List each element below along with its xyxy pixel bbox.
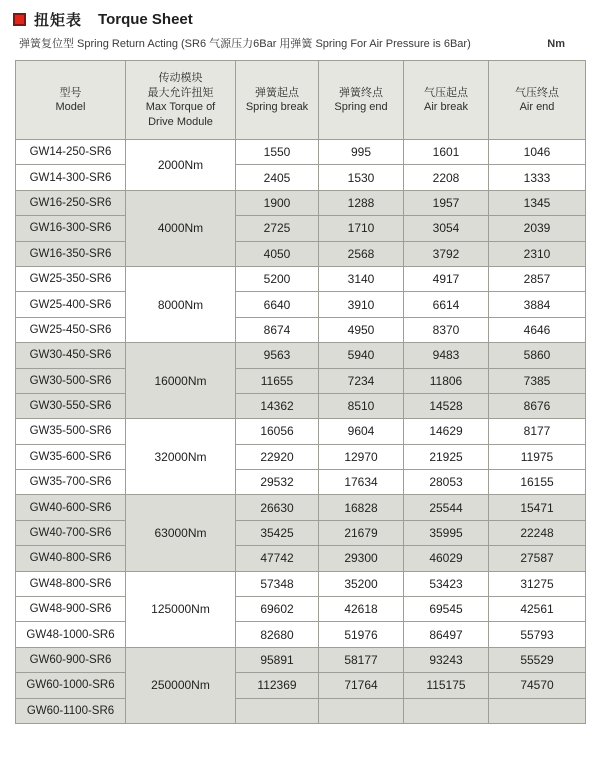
- value-cell: 86497: [404, 622, 489, 647]
- column-header-model: [16, 61, 126, 140]
- table-header-row: [16, 61, 586, 140]
- model-cell: GW48-1000-SR6: [16, 622, 126, 647]
- model-cell: GW30-500-SR6: [16, 368, 126, 393]
- value-cell: 51976: [319, 622, 404, 647]
- model-cell: GW48-900-SR6: [16, 597, 126, 622]
- page-title: [13, 9, 600, 29]
- value-cell: 1345: [489, 190, 586, 215]
- table-row-gw40-700-sr6: [16, 520, 586, 545]
- table-row-gw30-550-sr6: [16, 393, 586, 418]
- max-torque-cell: 250000Nm: [126, 647, 236, 723]
- value-cell: 29300: [319, 546, 404, 571]
- max-torque-cell: 4000Nm: [126, 190, 236, 266]
- column-header-line: 气压终点: [515, 86, 559, 99]
- column-header-line: Air end: [519, 101, 555, 113]
- model-cell: GW40-700-SR6: [16, 520, 126, 545]
- value-cell: 15471: [489, 495, 586, 520]
- value-cell: 95891: [236, 647, 319, 672]
- value-cell: 93243: [404, 647, 489, 672]
- table-row-gw30-450-sr6: [16, 343, 586, 368]
- value-cell: 8177: [489, 419, 586, 444]
- value-cell: 55529: [489, 647, 586, 672]
- value-cell: 3910: [319, 292, 404, 317]
- value-cell: 22248: [489, 520, 586, 545]
- max-torque-cell: 32000Nm: [126, 419, 236, 495]
- value-cell: 115175: [404, 673, 489, 698]
- model-cell: GW35-700-SR6: [16, 470, 126, 495]
- table-row-gw16-350-sr6: [16, 241, 586, 266]
- value-cell: 8674: [236, 317, 319, 342]
- value-cell: 4646: [489, 317, 586, 342]
- value-cell: 4917: [404, 266, 489, 291]
- value-cell: 11806: [404, 368, 489, 393]
- value-cell: 5200: [236, 266, 319, 291]
- model-cell: GW14-300-SR6: [16, 165, 126, 190]
- value-cell: 9483: [404, 343, 489, 368]
- column-header-max-torque: [126, 61, 236, 140]
- value-cell: 1046: [489, 140, 586, 165]
- table-row-gw35-600-sr6: [16, 444, 586, 469]
- model-cell: GW30-450-SR6: [16, 343, 126, 368]
- value-cell: 2208: [404, 165, 489, 190]
- table-row-gw48-1000-sr6: [16, 622, 586, 647]
- value-cell: 69545: [404, 597, 489, 622]
- subtitle-text: 弹簧复位型 Spring Return Acting (SR6 气源压力6Bar 用弹簧 Spring For Air Pressure is 6Bar): [19, 38, 471, 50]
- model-cell: GW48-800-SR6: [16, 571, 126, 596]
- table-row-gw35-500-sr6: [16, 419, 586, 444]
- value-cell: 16056: [236, 419, 319, 444]
- value-cell: 14528: [404, 393, 489, 418]
- value-cell: 25544: [404, 495, 489, 520]
- value-cell: 8676: [489, 393, 586, 418]
- value-cell: 11975: [489, 444, 586, 469]
- value-cell: 27587: [489, 546, 586, 571]
- value-cell: 3140: [319, 266, 404, 291]
- value-cell: 12970: [319, 444, 404, 469]
- title-english: Torque Sheet: [98, 10, 193, 28]
- value-cell: 2568: [319, 241, 404, 266]
- value-cell: 2725: [236, 216, 319, 241]
- value-cell: 42618: [319, 597, 404, 622]
- value-cell: 14629: [404, 419, 489, 444]
- value-cell: 8510: [319, 393, 404, 418]
- value-cell: 1601: [404, 140, 489, 165]
- value-cell: 2310: [489, 241, 586, 266]
- value-cell: 1550: [236, 140, 319, 165]
- max-torque-cell: 8000Nm: [126, 266, 236, 342]
- value-cell: 9563: [236, 343, 319, 368]
- table-row-gw60-900-sr6: [16, 647, 586, 672]
- model-cell: GW35-500-SR6: [16, 419, 126, 444]
- value-cell: 6640: [236, 292, 319, 317]
- value-cell: 58177: [319, 647, 404, 672]
- model-cell: GW14-250-SR6: [16, 140, 126, 165]
- unit-label: Nm: [547, 38, 565, 50]
- torque-table: [15, 60, 586, 724]
- value-cell: 1288: [319, 190, 404, 215]
- column-header-line: Drive Module: [148, 115, 213, 128]
- table-row-gw48-900-sr6: [16, 597, 586, 622]
- table-header: [16, 61, 586, 140]
- column-header-line: Spring end: [334, 101, 388, 113]
- model-cell: GW16-250-SR6: [16, 190, 126, 215]
- table-row-gw16-300-sr6: [16, 216, 586, 241]
- value-cell: 9604: [319, 419, 404, 444]
- value-cell: 2405: [236, 165, 319, 190]
- column-header-line: 传动模块: [158, 72, 203, 84]
- title-chinese: 扭矩表: [34, 11, 83, 29]
- column-header-spring-break: [236, 61, 319, 140]
- table-row-gw48-800-sr6: [16, 571, 586, 596]
- table-row-gw25-350-sr6: [16, 266, 586, 291]
- model-cell: GW35-600-SR6: [16, 444, 126, 469]
- value-cell: 1900: [236, 190, 319, 215]
- value-cell: 4050: [236, 241, 319, 266]
- value-cell: 7234: [319, 368, 404, 393]
- table-row-gw25-400-sr6: [16, 292, 586, 317]
- value-cell: 4950: [319, 317, 404, 342]
- column-header-line: Max Torque of: [145, 101, 216, 113]
- value-cell: 3884: [489, 292, 586, 317]
- value-cell: 22920: [236, 444, 319, 469]
- column-header-line: 气压起点: [424, 86, 468, 99]
- value-cell: 2039: [489, 216, 586, 241]
- value-cell: 21925: [404, 444, 489, 469]
- value-cell: 28053: [404, 470, 489, 495]
- table-row-gw35-700-sr6: [16, 470, 586, 495]
- value-cell: 5860: [489, 343, 586, 368]
- value-cell: 7385: [489, 368, 586, 393]
- table-row-gw30-500-sr6: [16, 368, 586, 393]
- column-header-line: Model: [55, 101, 86, 113]
- value-cell: 47742: [236, 546, 319, 571]
- model-cell: GW30-550-SR6: [16, 393, 126, 418]
- model-cell: GW60-1000-SR6: [16, 673, 126, 698]
- value-cell: 1957: [404, 190, 489, 215]
- max-torque-cell: 2000Nm: [126, 140, 236, 191]
- value-cell: [404, 698, 489, 723]
- model-cell: GW25-350-SR6: [16, 266, 126, 291]
- table-row-gw16-250-sr6: [16, 190, 586, 215]
- table-row-gw60-1000-sr6: [16, 673, 586, 698]
- value-cell: 11655: [236, 368, 319, 393]
- value-cell: 35200: [319, 571, 404, 596]
- table-row-gw40-600-sr6: [16, 495, 586, 520]
- column-header-spring-end: [319, 61, 404, 140]
- value-cell: [489, 698, 586, 723]
- value-cell: 2857: [489, 266, 586, 291]
- model-cell: GW16-350-SR6: [16, 241, 126, 266]
- max-torque-cell: 125000Nm: [126, 571, 236, 647]
- value-cell: 3054: [404, 216, 489, 241]
- column-header-air-break: [404, 61, 489, 140]
- value-cell: 16155: [489, 470, 586, 495]
- table-row-gw40-800-sr6: [16, 546, 586, 571]
- value-cell: [236, 698, 319, 723]
- table-row-gw14-300-sr6: [16, 165, 586, 190]
- table-row-gw25-450-sr6: [16, 317, 586, 342]
- value-cell: 3792: [404, 241, 489, 266]
- table-row-gw60-1100-sr6: [16, 698, 586, 723]
- value-cell: 1710: [319, 216, 404, 241]
- value-cell: 26630: [236, 495, 319, 520]
- value-cell: 42561: [489, 597, 586, 622]
- value-cell: 53423: [404, 571, 489, 596]
- value-cell: 74570: [489, 673, 586, 698]
- red-square-bullet-icon: [13, 13, 26, 26]
- column-header-air-end: [489, 61, 586, 140]
- value-cell: 14362: [236, 393, 319, 418]
- value-cell: 46029: [404, 546, 489, 571]
- subtitle-row: [19, 35, 585, 51]
- model-cell: GW60-900-SR6: [16, 647, 126, 672]
- column-header-line: Air break: [423, 101, 469, 113]
- column-header-line: 型号: [59, 86, 82, 99]
- model-cell: GW40-800-SR6: [16, 546, 126, 571]
- value-cell: 31275: [489, 571, 586, 596]
- value-cell: 6614: [404, 292, 489, 317]
- value-cell: 1530: [319, 165, 404, 190]
- model-cell: GW25-400-SR6: [16, 292, 126, 317]
- value-cell: 35425: [236, 520, 319, 545]
- value-cell: 71764: [319, 673, 404, 698]
- value-cell: 995: [319, 140, 404, 165]
- max-torque-cell: 16000Nm: [126, 343, 236, 419]
- value-cell: 57348: [236, 571, 319, 596]
- value-cell: 82680: [236, 622, 319, 647]
- value-cell: 8370: [404, 317, 489, 342]
- value-cell: 1333: [489, 165, 586, 190]
- model-cell: GW25-450-SR6: [16, 317, 126, 342]
- model-cell: GW60-1100-SR6: [16, 698, 126, 723]
- value-cell: 5940: [319, 343, 404, 368]
- table-body: [16, 140, 586, 724]
- column-header-line: 最大允许扭矩: [147, 86, 214, 99]
- value-cell: [319, 698, 404, 723]
- max-torque-cell: 63000Nm: [126, 495, 236, 571]
- value-cell: 17634: [319, 470, 404, 495]
- table-row-gw14-250-sr6: [16, 140, 586, 165]
- value-cell: 69602: [236, 597, 319, 622]
- value-cell: 16828: [319, 495, 404, 520]
- column-header-line: 弹簧起点: [255, 86, 299, 99]
- value-cell: 112369: [236, 673, 319, 698]
- value-cell: 55793: [489, 622, 586, 647]
- column-header-line: 弹簧终点: [339, 86, 383, 99]
- value-cell: 35995: [404, 520, 489, 545]
- value-cell: 21679: [319, 520, 404, 545]
- column-header-line: Spring break: [245, 101, 309, 113]
- value-cell: 29532: [236, 470, 319, 495]
- model-cell: GW40-600-SR6: [16, 495, 126, 520]
- model-cell: GW16-300-SR6: [16, 216, 126, 241]
